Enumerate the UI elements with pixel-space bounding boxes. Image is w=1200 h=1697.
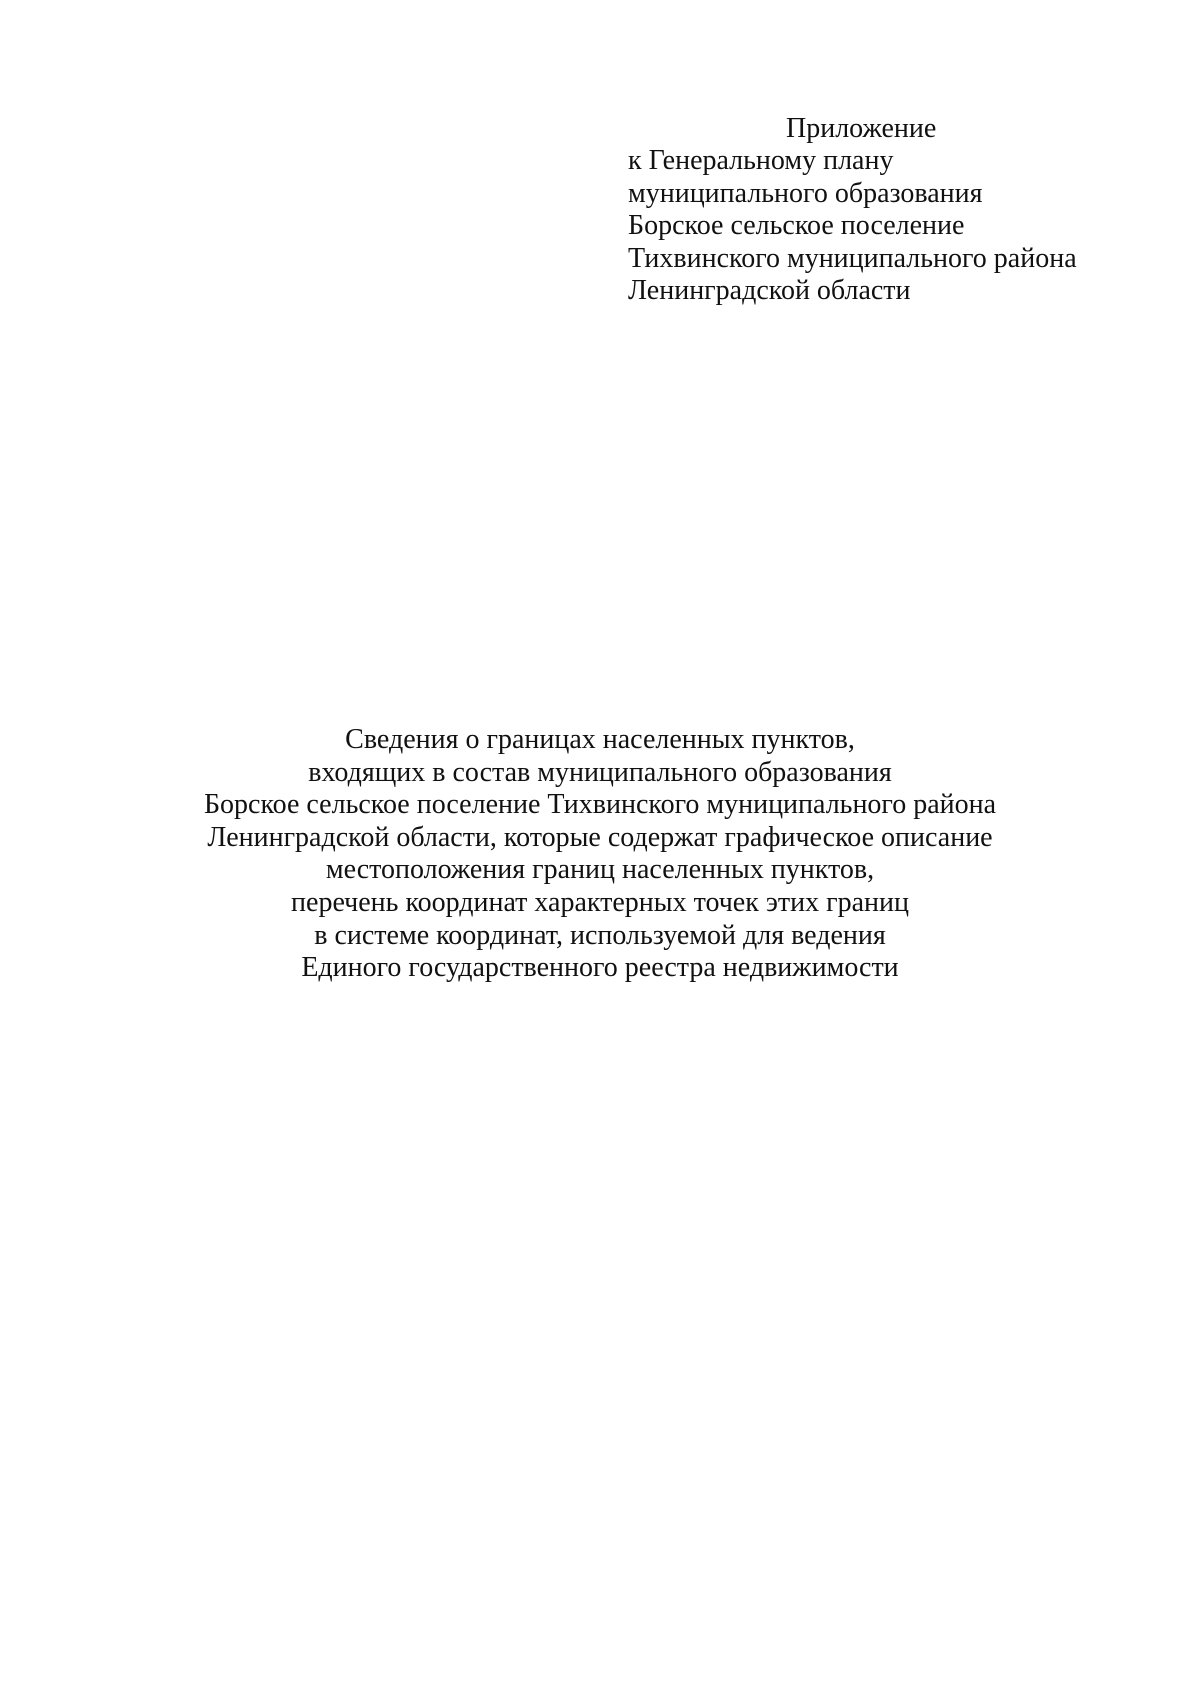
appendix-title: Приложение [786, 113, 937, 144]
heading-line: Сведения о границах населенных пунктов, [345, 724, 855, 755]
heading-line: Борское сельское поселение Тихвинского муниципального района [203, 789, 997, 821]
heading-line: Единого государственного реестра недвижимости [301, 952, 899, 984]
document-heading [150, 724, 1050, 985]
appendix-line: Тихвинского муниципального района [628, 242, 1077, 274]
heading-line: перечень координат характерных точек этих границ [291, 886, 909, 918]
appendix-line: Ленинградской области [628, 275, 911, 307]
heading-line: Ленинградской области, которые содержат графическое описание [207, 821, 993, 853]
heading-line: входящих в состав муниципального образования [308, 756, 892, 788]
heading-line: в системе координат, используемой для ведения [314, 919, 886, 951]
appendix-line: Борское сельское поселение [628, 210, 965, 242]
appendix-line: к Генеральному плану [628, 145, 894, 176]
appendix-line: муниципального образования [628, 177, 983, 209]
appendix-reference [628, 145, 1077, 308]
heading-line: местоположения границ населенных пунктов, [325, 854, 875, 886]
